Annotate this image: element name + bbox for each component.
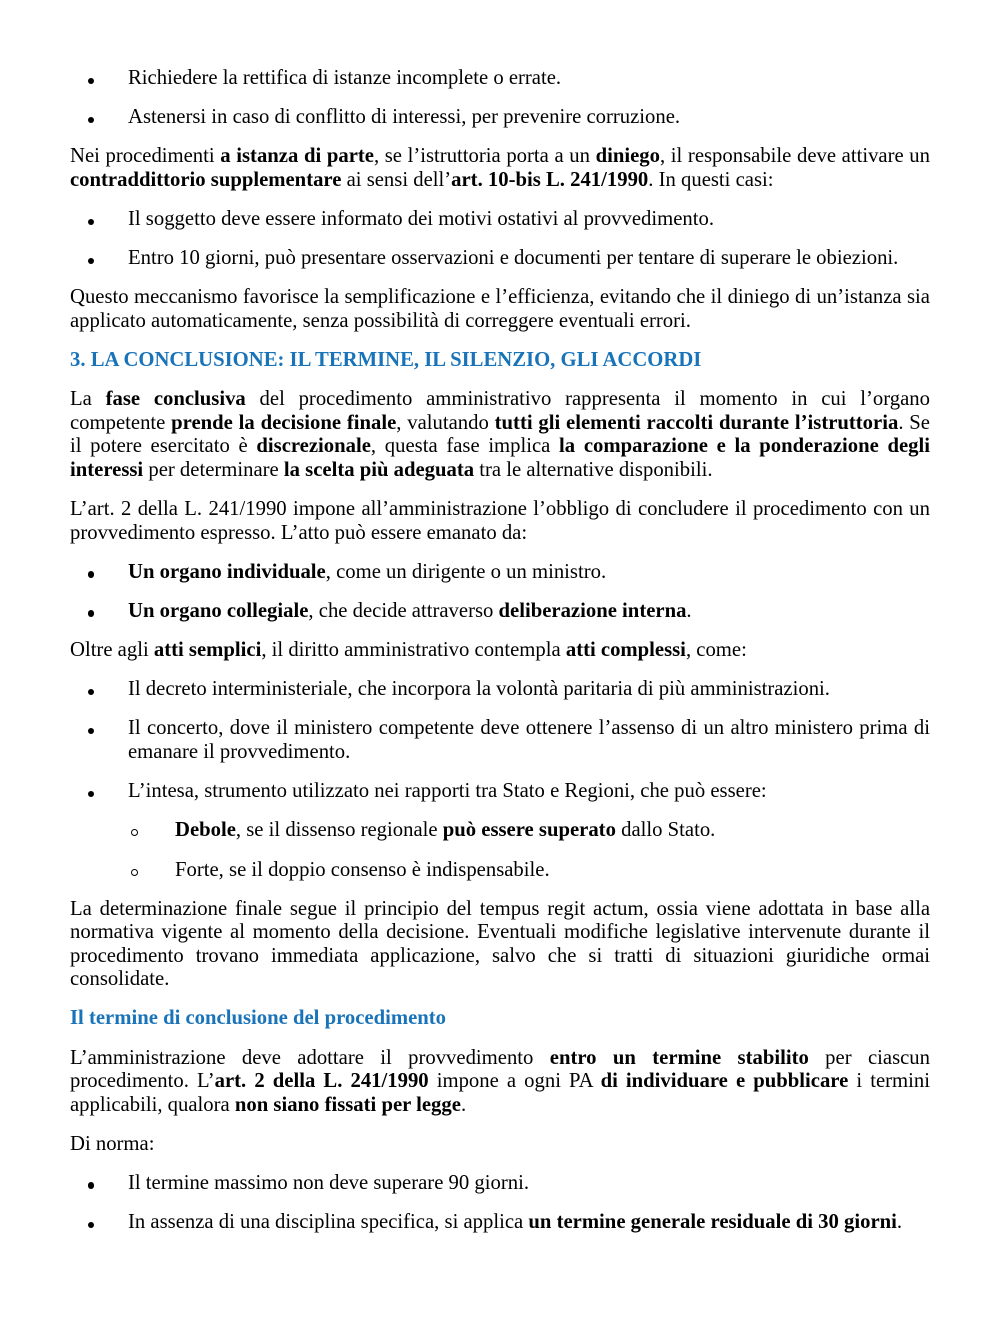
bold-term: Un organo individuale <box>128 560 326 583</box>
bullet-list-organi <box>70 561 930 624</box>
bold-term: a istanza di parte <box>220 145 374 168</box>
bold-term: la scelta più adeguata <box>283 458 475 481</box>
bold-term: entro un termine stabilito <box>549 1046 809 1069</box>
list-item <box>70 1211 930 1235</box>
text-run: impone a ogni PA <box>428 1070 601 1093</box>
bold-term: atti semplici <box>153 639 262 662</box>
bullet-icon <box>88 258 95 265</box>
text-run: per ciascun procedimento. L’ <box>70 1046 930 1093</box>
bold-term: fase conclusiva <box>105 388 246 411</box>
list-item-text: . <box>686 599 692 622</box>
bold-term: non siano fissati per legge <box>234 1093 461 1116</box>
text-run: Questo meccanismo favorisce la semplificazione e l’efficienza, evitando che il diniego di un’istanza sia applicato automaticamente, senza possibilità di correggere eventuali errori. <box>70 286 930 332</box>
bullet-icon <box>88 1182 95 1189</box>
list-item-text: Richiedere la rettifica di istanze incomplete o errate. <box>128 67 562 89</box>
text-run: La <box>70 388 106 411</box>
text-run: del procedimento amministrativo rappresenta il momento in cui l’organo competente <box>70 388 930 434</box>
bold-term: art. 2 della L. 241/1990 <box>214 1070 429 1093</box>
list-item <box>70 600 930 624</box>
bold-term: diniego <box>595 145 660 168</box>
text-run: L’art. 2 della L. 241/1990 impone all’amministrazione l’obbligo di concludere il procedimento con un provvedimento espresso. L’atto può essere emanato da: <box>70 498 930 544</box>
text-run: tra le alternative disponibili. <box>474 458 713 481</box>
sub-heading: Il termine di conclusione del procedimento <box>70 1007 446 1030</box>
list-item <box>70 780 930 882</box>
list-item <box>70 247 930 271</box>
sub-bullet-list-intesa <box>128 819 930 882</box>
text-run: , se l’istruttoria porta a un <box>373 145 596 168</box>
list-item-text: dallo Stato. <box>615 819 716 842</box>
bullet-icon <box>88 571 95 578</box>
bold-term: contraddittorio supplementare <box>70 168 342 191</box>
paragraph-meccanismo <box>70 286 930 333</box>
bold-term: deliberazione interna <box>498 599 687 622</box>
list-item-text: Il concerto, dove il ministero competente deve ottenere l’assenso di un altro ministero prima di emanare il provvedimento. <box>128 717 930 763</box>
list-item-text: Il decreto interministeriale, che incorpora la volontà paritaria di più amministrazioni. <box>128 678 830 701</box>
list-item-text: In assenza di una disciplina specifica, si applica <box>128 1211 529 1234</box>
text-run: Nei procedimenti <box>70 145 221 168</box>
bullet-icon <box>88 791 95 798</box>
list-item <box>70 678 930 702</box>
bullet-list-istanze <box>70 67 930 130</box>
bold-term: un termine generale residuale di 30 giorni <box>528 1211 897 1234</box>
text-run: . In questi casi: <box>648 168 774 191</box>
list-item <box>70 561 930 585</box>
paragraph-contraddittorio <box>70 145 930 192</box>
bullet-list-atti-complessi <box>70 678 930 882</box>
bold-term: può essere superato <box>442 819 616 842</box>
list-item-text: , come un dirigente o un ministro. <box>325 560 607 583</box>
text-run: , questa fase implica <box>370 435 560 458</box>
bullet-icon <box>88 689 95 696</box>
bold-term: di individuare e pubblicare <box>600 1070 849 1093</box>
bold-term: Debole <box>175 819 236 842</box>
hollow-bullet-icon <box>131 829 138 836</box>
bullet-list-termini <box>70 1172 930 1235</box>
bold-term: Un organo collegiale <box>128 599 309 622</box>
bold-term: art. 10-bis L. 241/1990 <box>451 168 649 191</box>
text-run: Di norma: <box>70 1132 155 1155</box>
paragraph-tempus-regit-actum <box>70 898 930 992</box>
list-item-text: Entro 10 giorni, può presentare osservazioni e documenti per tentare di superare le obiezioni. <box>128 247 899 270</box>
bold-term: discrezionale <box>256 435 371 458</box>
paragraph-atti <box>70 639 930 663</box>
paragraph-di-norma <box>70 1133 930 1157</box>
bold-term: atti complessi <box>565 639 686 662</box>
bold-term: tutti gli elementi raccolti durante l’istruttoria <box>494 411 899 434</box>
paragraph-termine <box>70 1047 930 1118</box>
list-item <box>70 1172 930 1196</box>
list-item <box>70 208 930 232</box>
bullet-icon <box>88 219 95 226</box>
text-run: , il diritto amministrativo contempla <box>261 639 566 662</box>
list-item-text: Astenersi in caso di conflitto di interessi, per prevenire corruzione. <box>128 106 681 129</box>
bullet-icon <box>88 610 95 617</box>
text-run: . Se il potere esercitato è <box>70 411 930 458</box>
text-run: , come: <box>685 639 747 662</box>
bold-term: la comparazione e la ponderazione degli interessi <box>70 435 931 481</box>
text-run: ai sensi dell’ <box>341 168 452 191</box>
section-heading: 3. LA CONCLUSIONE: IL TERMINE, IL SILENZIO, GLI ACCORDI <box>70 349 702 372</box>
hollow-bullet-icon <box>131 869 138 876</box>
bullet-list-casi <box>70 208 930 271</box>
text-run: i termini applicabili, qualora <box>70 1070 930 1116</box>
list-item-text: , se il dissenso regionale <box>235 819 443 842</box>
bullet-icon <box>88 117 95 124</box>
text-run: L’amministrazione deve adottare il provvedimento <box>70 1046 550 1069</box>
text-run: per determinare <box>143 458 284 481</box>
text-run: . <box>460 1093 467 1116</box>
list-item <box>70 717 930 764</box>
bold-term: prende la decisione finale <box>171 411 397 434</box>
text-run: , il responsabile deve attivare un <box>660 145 930 168</box>
paragraph-art-2 <box>70 498 930 545</box>
list-item-text: , che decide attraverso <box>308 599 499 622</box>
bullet-icon <box>88 78 95 85</box>
bullet-icon <box>88 1222 95 1229</box>
list-item-text: L’intesa, strumento utilizzato nei rapporti tra Stato e Regioni, che può essere: <box>128 780 767 803</box>
list-item-text: Il termine massimo non deve superare 90 giorni. <box>128 1171 530 1194</box>
list-item-text: Il soggetto deve essere informato dei motivi ostativi al provvedimento. <box>128 208 715 231</box>
list-item-text: . <box>896 1211 903 1234</box>
text-run: La determinazione finale segue il principio del tempus regit actum, ossia viene adottata in base alla normativa vigente al momento della decisione. Eventuali modifiche legislative intervenute durante il procedimento trovano immediata applicazione, salvo che si tratti di situazioni giuridiche ormai consolidate. <box>70 897 930 991</box>
list-item <box>70 106 930 130</box>
paragraph-fase-conclusiva <box>70 388 930 482</box>
text-run: Oltre agli <box>70 639 154 662</box>
text-run: , valutando <box>396 411 495 434</box>
bullet-icon <box>88 728 95 735</box>
sub-list-item <box>128 859 930 883</box>
list-item-text: Forte, se il doppio consenso è indispensabile. <box>175 858 550 881</box>
sub-list-item <box>128 819 930 843</box>
list-item <box>70 67 930 91</box>
